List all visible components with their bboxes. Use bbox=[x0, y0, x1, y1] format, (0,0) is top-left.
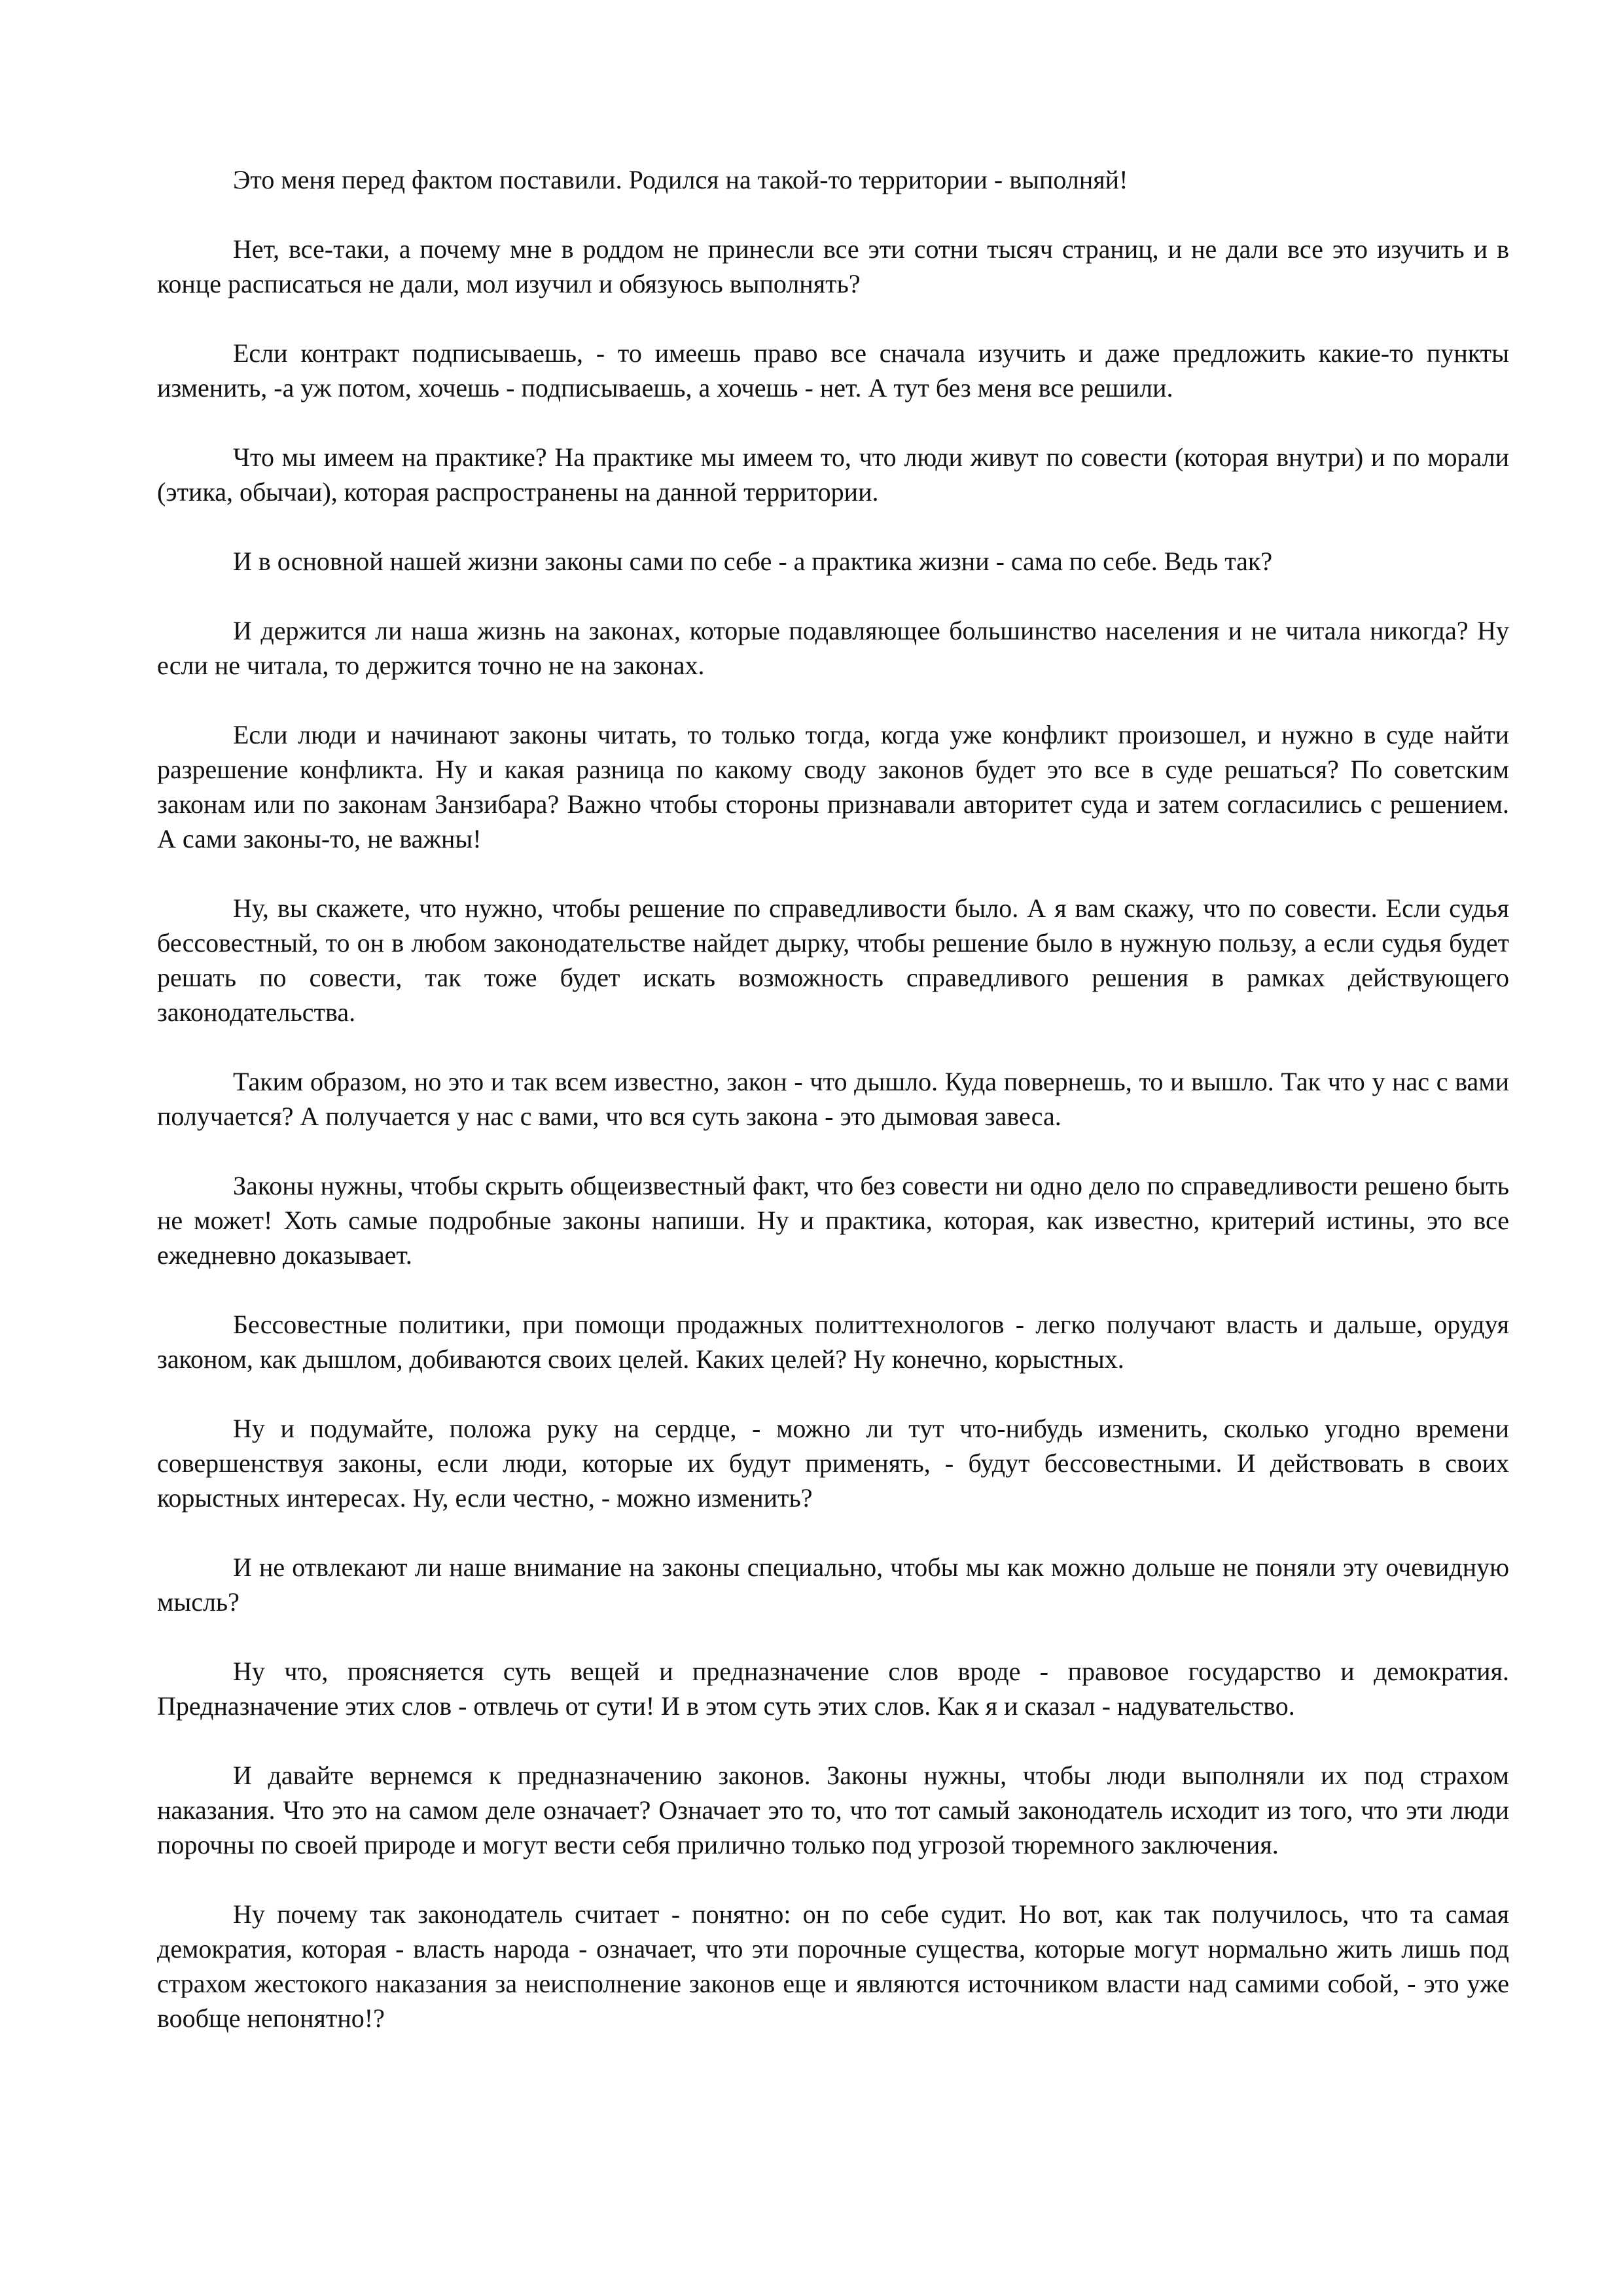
paragraph-4: Что мы имеем на практике? На практике мы имеем то, что люди живут по совести (которая внутри) и по морали (этика, обычаи), которая распространены на данной территории. bbox=[157, 442, 1509, 507]
paragraph-7: Если люди и начинают законы читать, то только тогда, когда уже конфликт произошел, и нужно в суде найти разрешение конфликта. Ну и какая разница по какому своду законов будет это все в суде решаться? По советским законам или по законам Занзибара? Важно чтобы стороны признавали авторитет суда и затем согласились с решением. А сами законы-то, не важны! bbox=[157, 720, 1509, 853]
paragraph-3: Если контракт подписываешь, - то имеешь право все сначала изучить и даже предложить какие-то пункты изменить, -а уж потом, хочешь - подписываешь, а хочешь - нет. А тут без меня все решили. bbox=[157, 338, 1509, 403]
paragraph-10: Законы нужны, чтобы скрыть общеизвестный факт, что без совести ни одно дело по справедливости решено быть не может! Хоть самые подробные законы напиши. Ну и практика, которая, как известно, критерий истины, это все ежедневно доказывает. bbox=[157, 1171, 1509, 1270]
paragraph-2: Нет, все-таки, а почему мне в роддом не принесли все эти сотни тысяч страниц, и не дали все это изучить и в конце расписаться не дали, мол изучил и обязуюсь выполнять? bbox=[157, 234, 1509, 298]
paragraph-1: Это меня перед фактом поставили. Родился на такой-то территории - выполняй! bbox=[233, 165, 1128, 194]
paragraph-15: И давайте вернемся к предназначению законов. Законы нужны, чтобы люди выполняли их под страхом наказания. Что это на самом деле означает? Означает это то, что тот самый законодатель исходит из того, что эти люди порочны по своей природе и могут вести себя прилично только под угрозой тюремного заключения. bbox=[157, 1761, 1509, 1859]
paragraph-11: Бессовестные политики, при помощи продажных политтехнологов - легко получают власть и дальше, орудуя законом, как дышлом, добиваются своих целей. Каких целей? Ну конечно, корыстных. bbox=[157, 1310, 1509, 1374]
paragraph-13: И не отвлекают ли наше внимание на законы специально, чтобы мы как можно дольше не поняли эту очевидную мысль? bbox=[157, 1552, 1509, 1617]
paragraph-5: И в основной нашей жизни законы сами по себе - а практика жизни - сама по себе. Ведь так? bbox=[233, 547, 1273, 576]
paragraph-16: Ну почему так законодатель считает - понятно: он по себе судит. Но вот, как так получилось, что та самая демократия, которая - власть народа - означает, что эти порочные существа, которые могут нормально жить лишь под страхом жестокого наказания за неисполнение законов еще и являются источником власти над самими собой, - это уже вообще непонятно!? bbox=[157, 1899, 1509, 2033]
paragraph-14: Ну что, проясняется суть вещей и предназначение слов вроде - правовое государство и демократия. Предназначение этих слов - отвлечь от сути! И в этом суть этих слов. Как я и сказал - надувательство. bbox=[157, 1657, 1509, 1721]
document-body bbox=[157, 162, 1509, 2036]
paragraph-12: Ну и подумайте, положа руку на сердце, - можно ли тут что-нибудь изменить, сколько угодно времени совершенствуя законы, если люди, которые их будут применять, - будут бессовестными. И действовать в своих корыстных интересах. Ну, если честно, - можно изменить? bbox=[157, 1414, 1509, 1513]
paragraph-8: Ну, вы скажете, что нужно, чтобы решение по справедливости было. А я вам скажу, что по совести. Если судья бессовестный, то он в любом законодательстве найдет дырку, чтобы решение было в нужную пользу, а если судья будет решать по совести, так тоже будет искать возможность справедливого решения в рамках действующего законодательства. bbox=[157, 893, 1509, 1027]
paragraph-9: Таким образом, но это и так всем известно, закон - что дышло. Куда повернешь, то и вышло. Так что у нас с вами получается? А получается у нас с вами, что вся суть закона - это дымовая завеса. bbox=[157, 1067, 1509, 1131]
paragraph-6: И держится ли наша жизнь на законах, которые подавляющее большинство населения и не читала никогда? Ну если не читала, то держится точно не на законах. bbox=[157, 616, 1509, 680]
